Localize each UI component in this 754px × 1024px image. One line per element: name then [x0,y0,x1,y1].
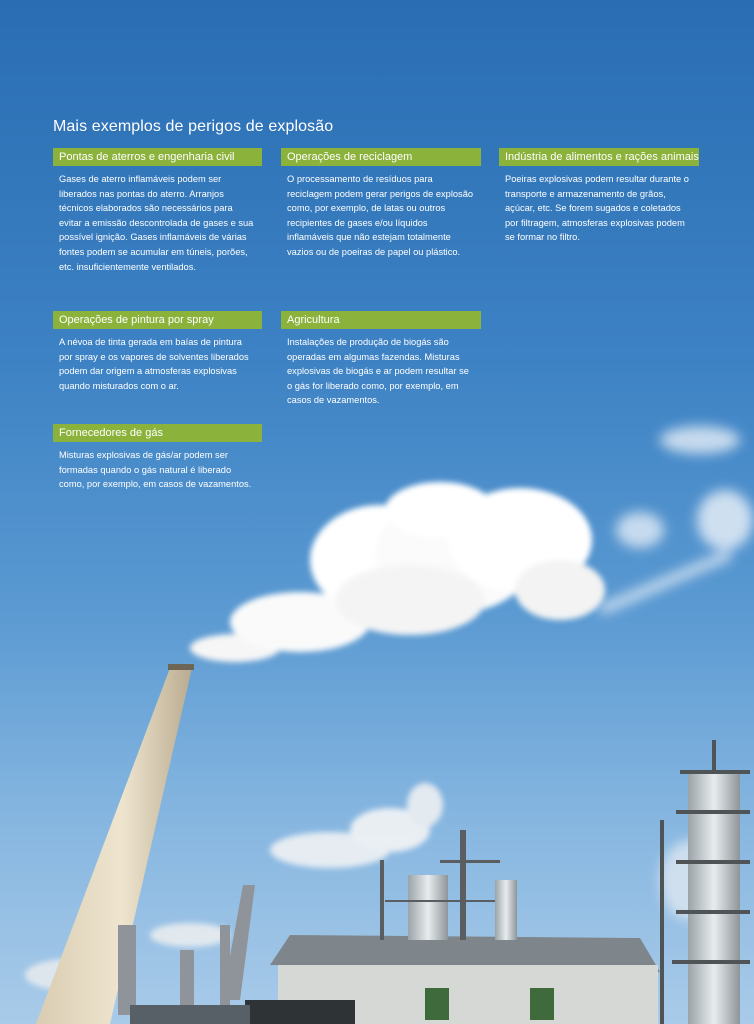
card-body: Instalações de produção de biogás são operadas em algumas fazendas. Misturas explosivas de biogás e ar podem resultar se o gás for liberado como, por exemplo, em casos de vazamentos. [287,337,469,406]
card-body: Gases de aterro inflamáveis podem ser liberados nas pontas do aterro. Arranjos técnicos elaborados são necessários para evitar a emissão descontrolada de gases e sua possível ignição. Gases inflamáveis de várias fontes podem se acumular em túneis, porões, etc. insuficientemente ventilados. [59,174,254,272]
card-title: Operações de reciclagem [281,148,481,166]
card-landfill [53,148,262,274]
distant-towers [118,885,255,1015]
card-body: O processamento de resíduos para reciclagem podem gerar perigos de explosão como, por exemplo, de latas ou outros recipientes de gases e/ou líquidos inflamáveis que não estejam totalmente vazios ou de poeiras de papel ou plástico. [287,174,474,257]
card-title: Indústria de alimentos e rações animais [499,148,699,166]
card-title: Operações de pintura por spray [53,311,262,329]
card-title: Fornecedores de gás [53,424,262,442]
card-body: A névoa de tinta gerada em baías de pintura por spray e os vapores de solventes liberados podem dar origem a atmosferas explosivas quando misturados com o ar. [59,337,249,391]
smoke-plume [190,482,605,662]
chimney [36,664,194,1024]
card-agriculture [281,311,481,408]
page-title: Mais exemplos de perigos de explosão [53,118,334,135]
foreground-machinery [130,1000,355,1024]
card-gas-suppliers [53,424,262,492]
card-title: Pontas de aterros e engenharia civil [53,148,262,166]
card-body: Misturas explosivas de gás/ar podem ser formadas quando o gás natural é liberado como, por exemplo, em casos de vazamentos. [59,450,252,490]
card-spray-painting [53,311,262,393]
card-recycling [281,148,481,260]
card-body: Poeiras explosivas podem resultar durante o transporte e armazenamento de grãos, açúcar, etc. Se forem sugados e coletados por filtragem, atmosferas explosivas podem se formar no filtro. [505,174,689,243]
card-food-industry [499,148,699,245]
card-title: Agricultura [281,311,481,329]
